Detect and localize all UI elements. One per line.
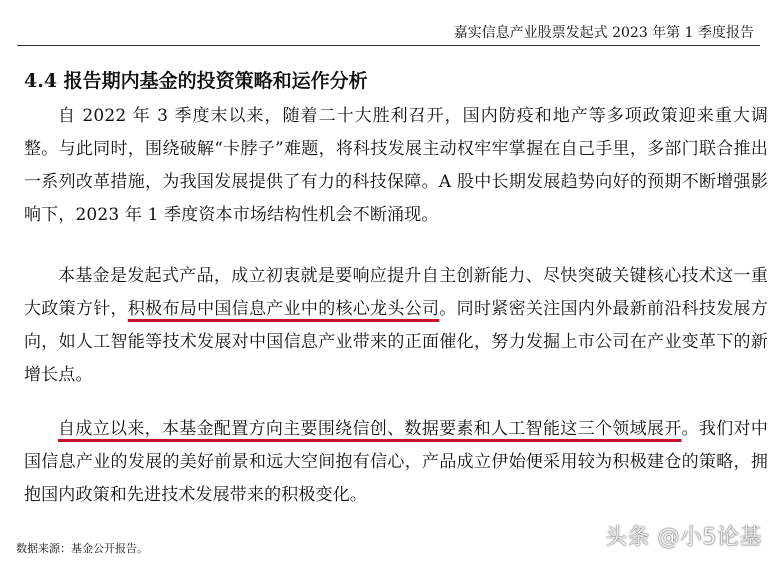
- data-source-note: 数据来源：基金公开报告。: [16, 542, 148, 555]
- paragraph-allocation-focus: [24, 413, 768, 512]
- running-header: 嘉实信息产业股票发起式 2023 年第 1 季度报告: [453, 25, 754, 41]
- header-divider: [17, 45, 760, 46]
- watermark-logo: 头条 @小5论基: [605, 525, 762, 550]
- paragraph-2-text-before: 本基金是发起式产品，成立初衷就是要响应提升自主创新能力、尽快突破关键核心技术这一重大政策方针，: [24, 266, 768, 319]
- paragraph-fund-positioning: [24, 260, 768, 392]
- paragraph-3-text-after: 。我们对中国信息产业的发展的美好前景和远大空间抱有信心，产品成立伊始便采用较为积极建仓的策略，拥抱国内政策和先进技术发展带来的积极变化。: [24, 419, 768, 505]
- paragraph-market-context: [24, 100, 768, 232]
- paragraph-1-text: 自 2022 年 3 季度末以来，随着二十大胜利召开，国内防疫和地产等多项政策迎来重大调整。与此同时，围绕破解“卡脖子”难题，将科技发展主动权牢牢掌握在自己手里，多部门联合推出一系列改革措施，为我国发展提供了有力的科技保障。A 股中长期发展趋势向好的预期不断增强影响下，2023 年 1 季度资本市场结构性机会不断涌现。: [24, 106, 768, 225]
- section-title: 4.4 报告期内基金的投资策略和运作分析: [24, 70, 368, 92]
- paragraph-3-highlight: 自成立以来，本基金配置方向主要围绕信创、数据要素和人工智能这三个领域展开: [58, 419, 682, 439]
- paragraph-2-highlight: 积极布局中国信息产业中的核心龙头公司: [127, 299, 440, 319]
- paragraph-2-text-after: 。同时紧密关注国内外最新前沿科技发展方向，如人工智能等技术发展对中国信息产业带来的正面催化，努力发掘上市公司在产业变革下的新增长点。: [24, 299, 768, 385]
